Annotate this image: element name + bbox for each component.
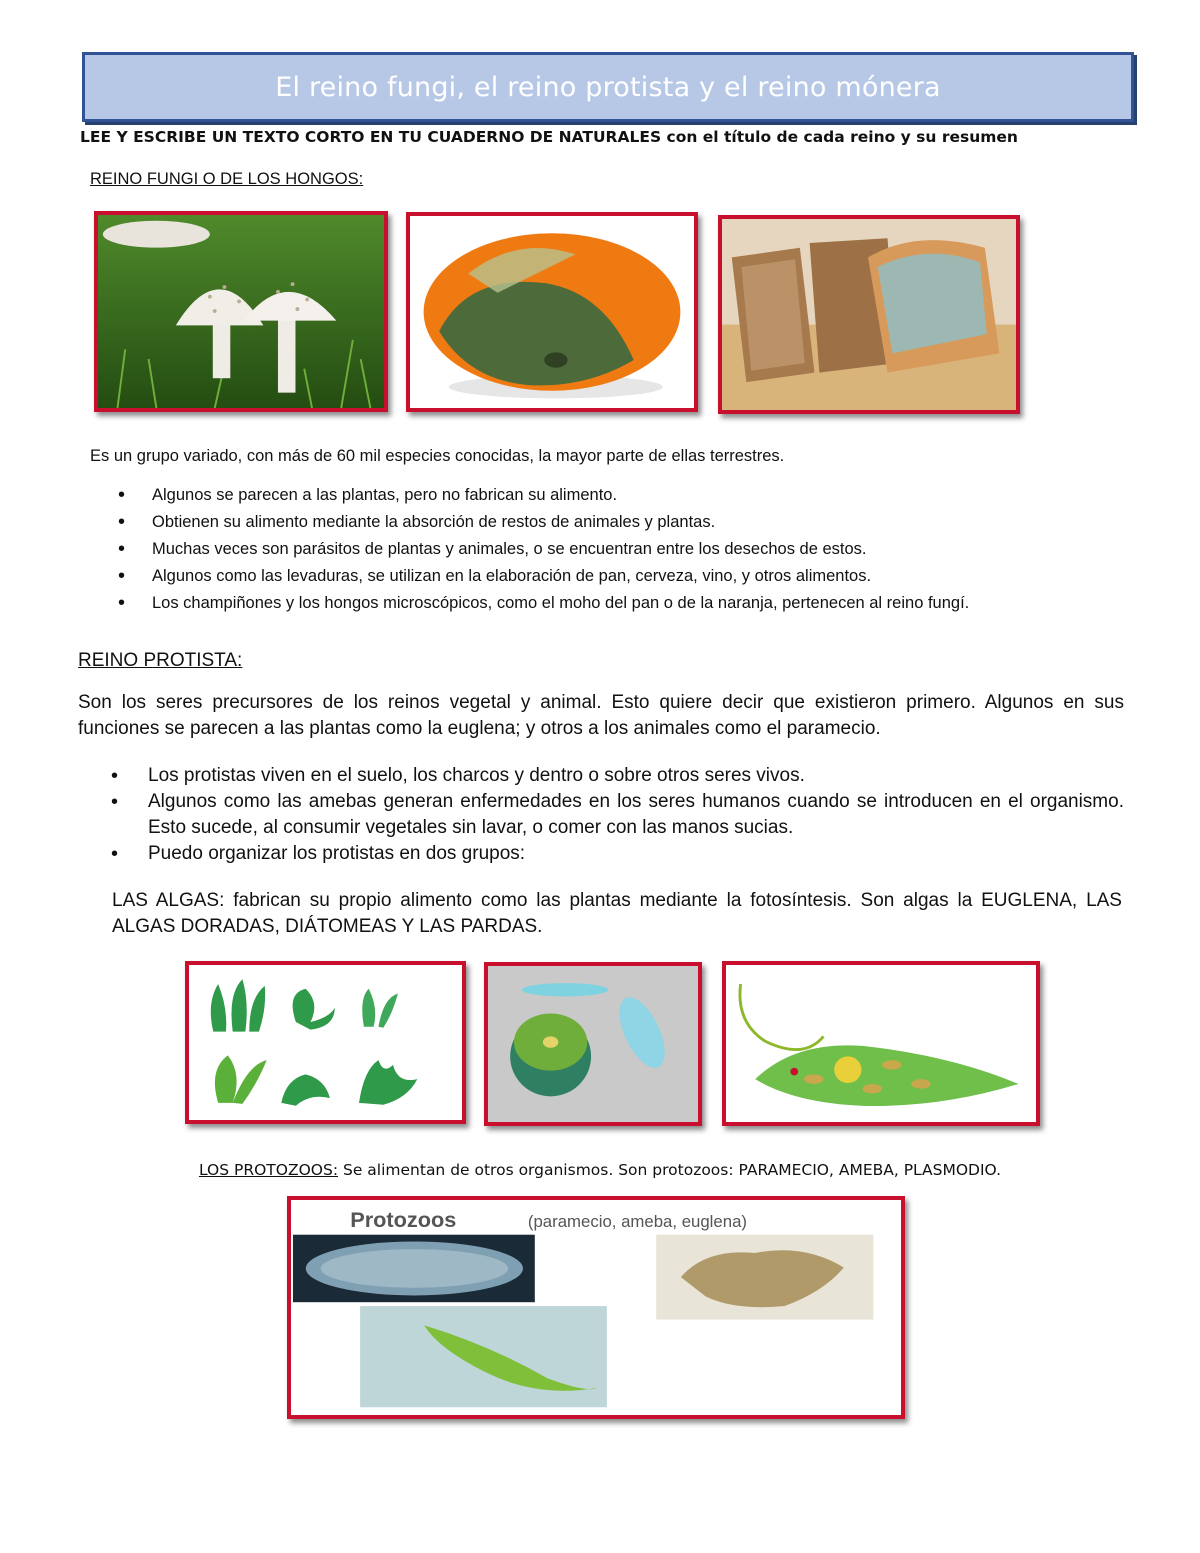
list-item: • Algunos se parecen a las plantas, pero no fabrican su alimento.	[152, 482, 969, 509]
list-item: • Algunos como las levaduras, se utilizan en la elaboración de pan, cerveza, vino, y otros alimentos.	[152, 563, 969, 590]
fungi-intro: Es un grupo variado, con más de 60 mil especies conocidas, la mayor parte de ellas terrestres.	[90, 447, 785, 465]
protozoos-label: LOS PROTOZOOS:	[198, 1161, 339, 1179]
instruction-text: LEE Y ESCRIBE UN TEXTO CORTO EN TU CUADERNO DE NATURALES con el título de cada reino y su resumen	[80, 128, 1018, 146]
fungi-list	[90, 482, 969, 617]
algas-paragraph: LAS ALGAS: fabrican su propio alimento como las plantas mediante la fotosíntesis. Son algas la EUGLENA, LAS ALGAS DORADAS, DIÁTOMEAS Y LAS PARDAS.	[112, 890, 1122, 937]
fungi-heading: REINO FUNGI O DE LOS HONGOS:	[90, 170, 364, 188]
list-item: • Los protistas viven en el suelo, los charcos y dentro o sobre otros seres vivos.	[148, 763, 1124, 789]
diatoms-photo	[484, 962, 702, 1126]
list-item: • Los champiñones y los hongos microscópicos, como el moho del pan o de la naranja, pertenecen al reino fungí.	[152, 590, 969, 617]
protozoos-paragraph	[0, 1161, 1200, 1179]
algae-drawing-photo	[185, 961, 466, 1124]
protozoos-image-subtitle: (paramecio, ameba, euglena)	[527, 1212, 747, 1231]
moldy-orange-photo	[406, 212, 698, 412]
protista-heading: REINO PROTISTA:	[78, 650, 243, 671]
protozoos-photo	[287, 1196, 905, 1419]
euglena-photo	[722, 961, 1040, 1126]
protozoos-image-title: Protozoos	[350, 1208, 457, 1232]
protista-list	[78, 763, 1124, 867]
page-title: El reino fungi, el reino protista y el reino mónera	[275, 71, 941, 103]
protozoos-text: Se alimentan de otros organismos. Son protozoos: PARAMECIO, AMEBA, PLASMODIO.	[338, 1161, 1002, 1179]
protista-paragraph: Son los seres precursores de los reinos vegetal y animal. Esto quiere decir que existieron primero. Algunos en sus funciones se parecen a las plantas como la euglena; y otros a los animales como el paramecio.	[78, 692, 1124, 739]
list-item: • Obtienen su alimento mediante la absorción de restos de animales y plantas.	[152, 509, 969, 536]
mushrooms-photo	[94, 211, 388, 412]
list-item: • Algunos como las amebas generan enfermedades en los seres humanos cuando se introducen en el organismo. Esto sucede, al consumir vegetales sin lavar, o comer con las manos sucias.	[148, 789, 1124, 841]
moldy-bread-photo	[718, 215, 1020, 414]
title-banner	[82, 52, 1134, 122]
list-item: • Muchas veces son parásitos de plantas y animales, o se encuentran entre los desechos de estos.	[152, 536, 969, 563]
list-item: • Puedo organizar los protistas en dos grupos:	[148, 841, 1124, 867]
